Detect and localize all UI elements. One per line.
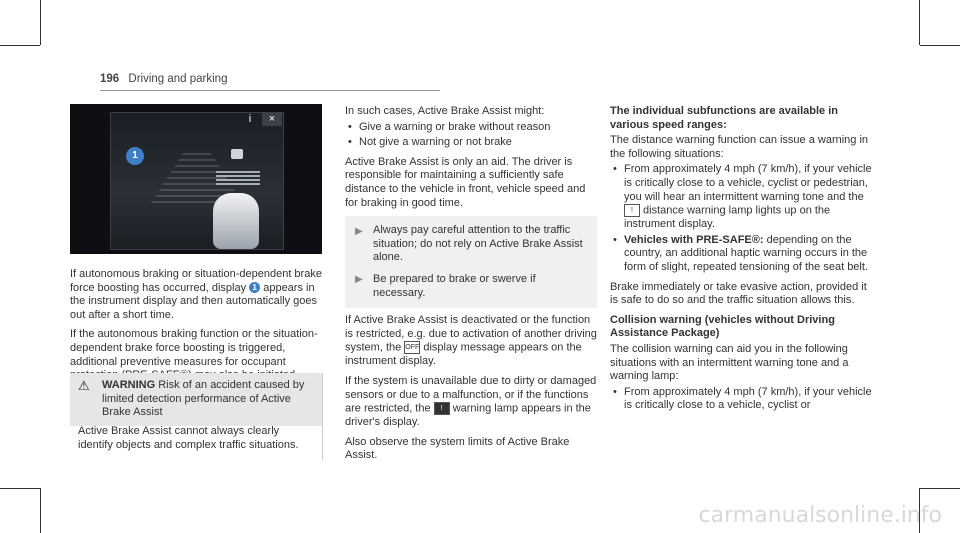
pre-safe-label: Vehicles with PRE-SAFE®:	[624, 233, 764, 246]
section-title: Driving and parking	[128, 73, 228, 85]
paragraph-unavailable	[345, 375, 597, 430]
warning-title: WARNING	[102, 379, 156, 391]
column-3	[610, 105, 875, 419]
crop-mark	[0, 45, 40, 46]
paragraph-deactivated	[345, 314, 597, 369]
arrow-right-icon: ▶	[355, 226, 363, 238]
list-item	[610, 163, 875, 231]
bullet-list	[610, 386, 875, 413]
list-item	[610, 234, 875, 275]
instruction-box	[345, 216, 597, 308]
paragraph-brake-immediately: Brake immediately or take evasive action, provided it is safe to do so and the traffic situation allows this.	[610, 280, 867, 307]
crop-mark	[0, 488, 40, 489]
bullet-list	[610, 163, 875, 274]
text-segment: If the system is unavailable due to dirty or damaged sensors or due to a malfunction, or if the functions are restricted, the	[345, 374, 597, 415]
paragraph-intro: In such cases, Active Brake Assist might:	[345, 105, 545, 117]
text-segment: depending on the country, an additional haptic warning occurs in the form of slight, repeated tensioning of the seat belt.	[624, 233, 868, 273]
list-item: • Not give a warning or not brake	[345, 136, 597, 150]
instruction-text: Always pay careful attention to the traffic situation; do not rely on Active Brake Assist alone.	[373, 224, 583, 264]
crop-mark	[40, 0, 41, 45]
instruction-text: Be prepared to brake or swerve if necessary.	[373, 272, 536, 299]
crop-mark	[40, 488, 41, 533]
page-number: 196	[100, 73, 120, 85]
callout-marker: 1	[249, 282, 260, 293]
column-1	[70, 268, 322, 389]
crop-mark	[919, 0, 920, 45]
paragraph-aid: Active Brake Assist is only an aid. The driver is responsible for maintaining a sufficiently safe distance to the vehicle in front, vehicle speed and for braking in good time.	[345, 155, 586, 209]
display-panel	[110, 112, 284, 250]
warning-triangle-icon: ⚠	[78, 378, 90, 393]
brake-assist-off-icon: OFF	[404, 341, 420, 354]
paragraph-pre-safe: If the autonomous braking function or the situation-dependent brake force boosting is triggered, additional preventive measures for occupant	[70, 328, 318, 368]
column-2	[345, 105, 597, 469]
text-segment: display message appears on the instrument display.	[345, 341, 582, 368]
list-item: • From approximately 4 mph (7 km/h), if your vehicle is critically close to a vehicle, cyclist or	[610, 386, 875, 413]
text-segment: appears in the instrument display and then automatically goes out after a short time.	[70, 281, 318, 321]
paragraph-observe: Also observe the system limits of Active Brake Assist.	[345, 435, 570, 462]
arrow-right-icon: ▶	[355, 273, 363, 285]
warning-header-text	[102, 379, 314, 420]
list-item: • Give a warning or brake without reason	[345, 121, 597, 135]
warning-header	[70, 373, 322, 426]
paragraph-distance-warning: The distance warning function can issue a warning in the following situations:	[610, 134, 869, 160]
header-divider	[100, 90, 440, 91]
distance-warning-lamp-icon: !	[624, 204, 640, 217]
vehicle-ahead-icon	[231, 149, 243, 159]
crop-mark	[920, 45, 960, 46]
text-segment: If Active Brake Assist is deactivated or the function is restricted, e.g. due to activation of another driving system, the	[345, 314, 597, 354]
page-header	[100, 73, 227, 85]
info-icon: i	[248, 113, 252, 125]
watermark: carmanualsonline.info	[698, 503, 942, 528]
brake-assist-warning-icon: !	[434, 402, 450, 415]
callout-marker: 1	[126, 147, 144, 165]
own-vehicle-icon	[213, 193, 259, 249]
warning-body: Active Brake Assist cannot always clearly identify objects and complex traffic situations.	[78, 425, 299, 451]
text-segment: warning lamp appears in the driver's display.	[345, 402, 591, 429]
subheading-collision-warning: Collision warning (vehicles without Driving Assistance Package)	[610, 313, 835, 340]
paragraph-collision: The collision warning can aid you in the following situations with an intermittent warning tone and a warning lamp:	[610, 342, 849, 383]
crop-mark	[920, 488, 960, 489]
distance-bars-graphic	[216, 171, 260, 185]
warning-description: Risk of an accident caused by limited detection performance of Active Brake Assist	[102, 379, 305, 419]
text-segment: distance warning lamp lights up on the instrument display.	[624, 204, 831, 231]
warning-box	[70, 373, 323, 460]
text-segment: If autonomous braking or situation-dependent brake force boosting has occurred, display	[70, 268, 322, 294]
text-segment: From approximately 4 mph (7 km/h), if your vehicle is critically close to a vehicle, cyclist or pedestrian, you will hear an intermittent warning tone and the	[624, 163, 872, 203]
instrument-display-figure	[70, 104, 322, 254]
paragraph-display-info	[70, 268, 322, 322]
subheading-speed-ranges: The individual subfunctions are available in various speed ranges:	[610, 105, 838, 131]
bullet-list	[345, 121, 597, 150]
close-icon: ×	[262, 112, 282, 126]
